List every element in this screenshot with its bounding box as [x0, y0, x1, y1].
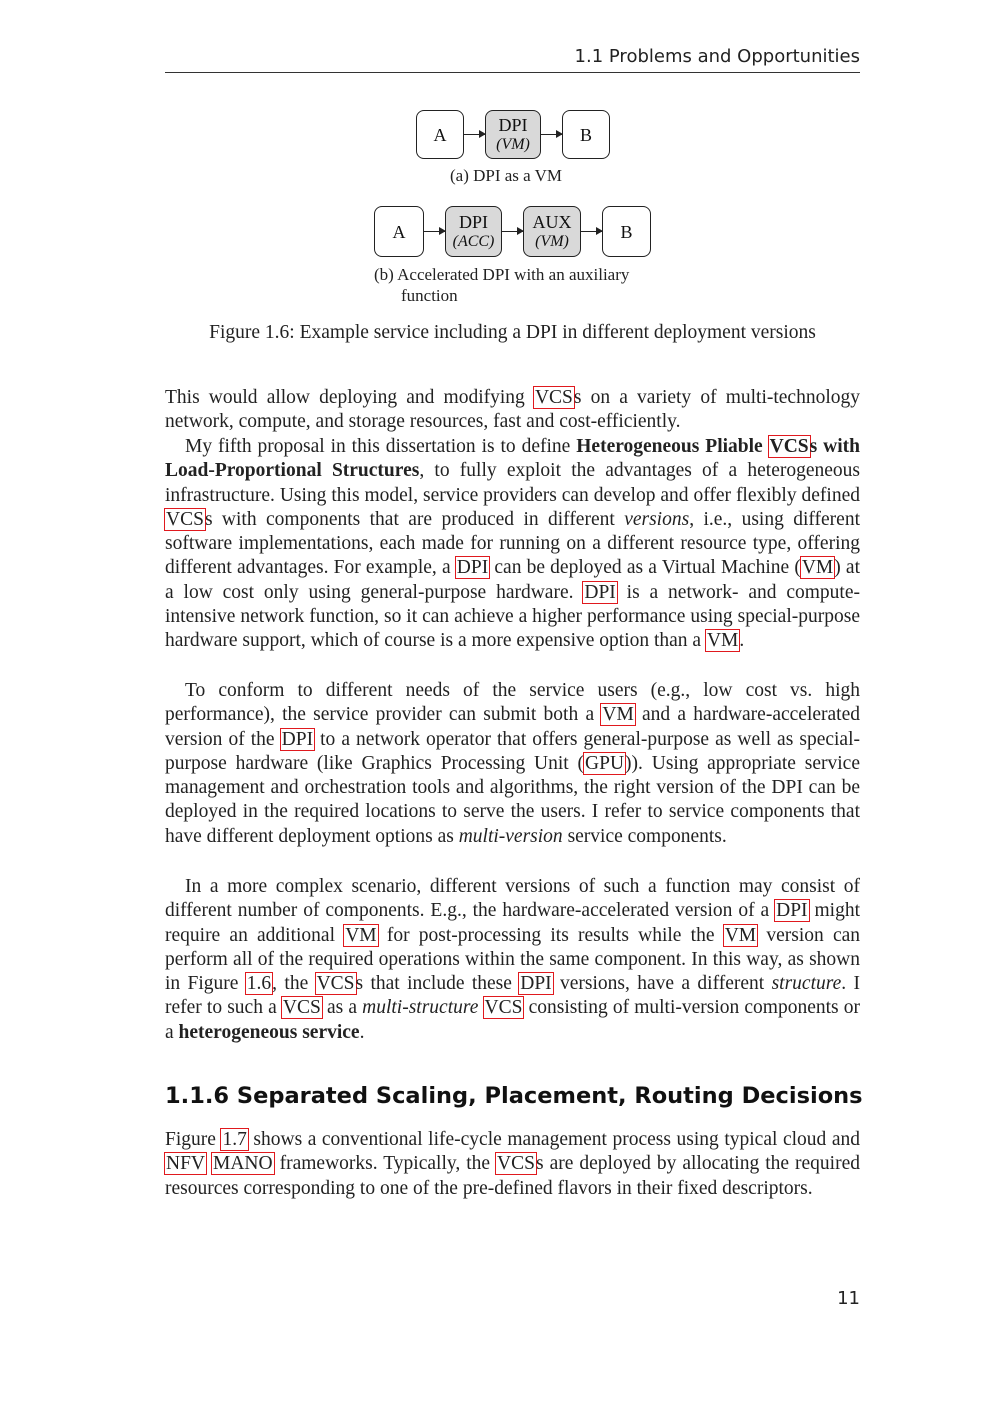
- node-label: A: [392, 221, 406, 242]
- acronym-link-vcs[interactable]: VCS: [769, 436, 809, 457]
- acronym-link-nfv[interactable]: NFV: [166, 1153, 206, 1175]
- figure-ref-link[interactable]: 1.7: [222, 1129, 247, 1150]
- acronym-link-vcs[interactable]: VCS: [316, 973, 355, 995]
- bold-term: s with Load-Proportional Structures: [165, 436, 860, 482]
- header-rule: [165, 72, 860, 73]
- acronym-link-vm[interactable]: VM: [602, 704, 634, 726]
- bold-term: Heterogeneous Pliable: [576, 436, 769, 457]
- subcaption-b-line1: (b) Accelerated DPI with an auxiliary: [374, 265, 630, 284]
- node-aux-vm: [523, 206, 581, 257]
- node-dpi-vm: [485, 110, 541, 159]
- italic-term: multi-structure: [362, 997, 479, 1019]
- acronym-link-gpu[interactable]: GPU: [585, 752, 625, 774]
- acronym-link-vcs[interactable]: VCS: [534, 387, 573, 408]
- acronym-link-vcs[interactable]: VCS: [166, 508, 204, 530]
- italic-term: multi-version: [458, 825, 563, 847]
- node-b-sub-a: [562, 110, 610, 159]
- node-label: DPI: [458, 211, 488, 232]
- arrow: [424, 231, 445, 232]
- node-sublabel: (ACC): [452, 232, 495, 250]
- node-label: B: [579, 124, 592, 145]
- node-a-sub-b: [374, 206, 424, 257]
- subcaption-a: (a) DPI as a VM: [450, 166, 563, 185]
- acronym-link-vcs[interactable]: VCS: [497, 1153, 535, 1175]
- subcaption-b: [374, 264, 629, 306]
- acronym-link-mano[interactable]: MANO: [213, 1153, 273, 1175]
- node-dpi-acc: [445, 206, 502, 257]
- paragraph-2: My fifth proposal in this dissertation is to define Heterogeneous Pliable VCSs with Load-Proportional Structures, to fully exploit the advantages of a heterogeneous infrastructure. Using this model, service providers can develop and offer flexibly defined VCSs with components that are produced in different versions, i.e., using different software implementations, each made for running on a different resource type, offering different advantages. For example, a DPI can be deployed as a Virtual Machine (VM) at a low cost only using general-purpose hardware. DPI is a network- and compute-intensive network function, so it can achieve a higher performance using special-purpose hardware support, which of course is a more expensive option than a VM.: [165, 436, 860, 652]
- node-b-sub-b: [602, 206, 651, 257]
- subcaption-b-line2: function: [401, 286, 458, 305]
- acronym-link-vcs[interactable]: VCS: [282, 997, 321, 1019]
- figure-caption: Figure 1.6: Example service including a DPI in different deployment versions: [209, 322, 816, 343]
- acronym-link-vm[interactable]: VM: [724, 924, 757, 946]
- acronym-link-dpi[interactable]: DPI: [520, 973, 552, 995]
- arrow: [464, 134, 485, 135]
- node-sublabel: (VM): [535, 232, 569, 250]
- node-label: DPI: [498, 114, 528, 135]
- acronym-link-vm[interactable]: VM: [345, 924, 377, 946]
- node-sublabel: (VM): [496, 135, 530, 153]
- paragraph-1: This would allow deploying and modifying VCSs on a variety of multi-technology network, compute, and storage resources, fast and cost-efficiently.: [165, 387, 861, 433]
- acronym-link-vcs[interactable]: VCS: [484, 997, 523, 1019]
- acronym-link-vm[interactable]: VM: [801, 557, 834, 579]
- page-number: 11: [837, 1288, 860, 1309]
- node-label: A: [433, 124, 447, 145]
- running-header: 1.1 Problems and Opportunities: [574, 46, 860, 67]
- acronym-link-dpi[interactable]: DPI: [776, 900, 808, 922]
- acronym-link-vm[interactable]: VM: [706, 630, 739, 652]
- italic-term: versions: [624, 508, 690, 530]
- node-label: AUX: [532, 211, 572, 232]
- node-label: B: [620, 221, 633, 242]
- node-a-sub-a: [416, 110, 464, 159]
- arrow: [502, 231, 523, 232]
- paragraph-4: In a more complex scenario, different versions of such a function may consist of different number of components. E.g., the hardware-accelerated version of a DPI might require an additional VM for post-processing its results while the VM version can perform all of the required operations within the same component. In this way, as shown in Figure 1.6, the VCSs that include these DPI versions, have a different structure. I refer to such a VCS as a multi-structure VCS consisting of multi-version components or a heterogeneous service.: [165, 876, 861, 1043]
- acronym-link-dpi[interactable]: DPI: [456, 557, 489, 579]
- italic-term: structure: [771, 973, 842, 995]
- acronym-link-dpi[interactable]: DPI: [281, 728, 314, 750]
- paragraph-5: Figure 1.7 shows a conventional life-cycle management process using typical cloud and NFV MANO frameworks. Typically, the VCSs are deployed by allocating the required resources corresponding to one of the pre-defined flavors in their fixed descriptors.: [165, 1129, 861, 1199]
- bold-term: heterogeneous service: [178, 1021, 360, 1043]
- figure-ref-link[interactable]: 1.6: [246, 973, 272, 995]
- arrow: [581, 231, 602, 232]
- arrow: [541, 134, 562, 135]
- acronym-link-dpi[interactable]: DPI: [584, 581, 616, 603]
- section-heading: 1.1.6 Separated Scaling, Placement, Routing Decisions: [165, 1083, 863, 1109]
- paragraph-3: To conform to different needs of the service users (e.g., low cost vs. high performance), the service provider can submit both a VM and a hardware-accelerated version of the DPI to a network operator that offers general-purpose as well as special-purpose hardware (like Graphics Processing Unit (GPU)). Using appropriate service management and orchestration tools and algorithms, the right version of the DPI can be deployed in the required locations to serve the users. I refer to service components that have different deployment options as multi-version service components.: [165, 680, 860, 847]
